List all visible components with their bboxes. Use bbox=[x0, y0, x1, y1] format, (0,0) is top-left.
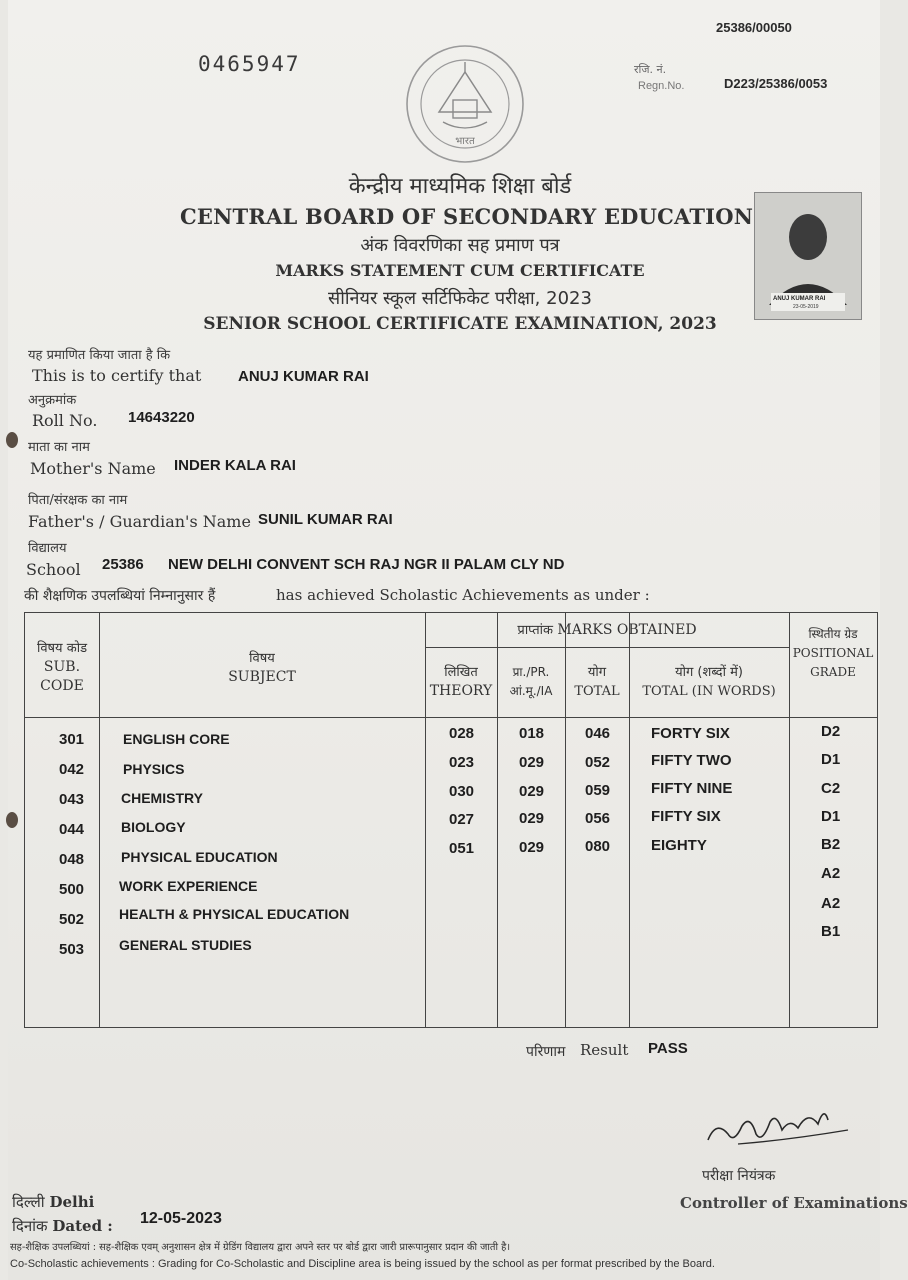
school-name: NEW DELHI CONVENT SCH RAJ NGR II PALAM CLY ND bbox=[168, 556, 565, 573]
controller-signature-icon bbox=[698, 1100, 858, 1160]
photo-date: 23-05-2019 bbox=[793, 304, 819, 310]
school-reference-number: 25386/00050 bbox=[716, 20, 792, 35]
registration-number: D223/25386/0053 bbox=[724, 76, 828, 91]
result-label: Result bbox=[580, 1041, 629, 1059]
punch-hole bbox=[6, 432, 18, 448]
document-title: MARKS STATEMENT CUM CERTIFICATE bbox=[275, 261, 645, 280]
school-label-hindi: विद्यालय bbox=[28, 541, 67, 556]
certify-label-hindi: यह प्रमाणित किया जाता है कि bbox=[28, 348, 171, 363]
header-theory: लिखित THEORY bbox=[429, 665, 493, 699]
marksheet-page bbox=[8, 0, 908, 1280]
certify-label: This is to certify that bbox=[32, 366, 202, 385]
dated-label: दिनांक Dated : bbox=[12, 1217, 113, 1235]
regn-label-hindi: रजि. नं. bbox=[634, 63, 667, 76]
header-total-words: योग (शब्दों में) TOTAL (IN WORDS) bbox=[642, 665, 776, 699]
header-sub-code: विषय कोड SUB. CODE bbox=[36, 641, 88, 694]
board-name-hindi: केन्द्रीय माध्यमिक शिक्षा बोर्ड bbox=[348, 174, 572, 199]
achieved-label-hindi: की शैक्षणिक उपलब्धियां निम्नानुसार हैं bbox=[24, 588, 216, 604]
header-marks-obtained: प्राप्तांक MARKS OBTAINED bbox=[517, 622, 697, 638]
place: दिल्ली Delhi bbox=[12, 1193, 95, 1211]
mother-label-hindi: माता का नाम bbox=[28, 440, 90, 455]
header-subject: विषय SUBJECT bbox=[228, 651, 296, 685]
controller-label-hindi: परीक्षा नियंत्रक bbox=[702, 1168, 776, 1184]
father-name: SUNIL KUMAR RAI bbox=[258, 511, 393, 528]
student-name: ANUJ KUMAR RAI bbox=[238, 368, 369, 385]
punch-hole bbox=[6, 812, 18, 828]
achieved-label: has achieved Scholastic Achievements as under : bbox=[276, 586, 650, 604]
controller-label: Controller of Examinations bbox=[680, 1194, 908, 1212]
roll-label-hindi: अनुक्रमांक bbox=[28, 393, 77, 408]
header-grade: स्थितीय ग्रेड POSITIONAL GRADE bbox=[792, 627, 874, 679]
school-label: School bbox=[26, 560, 81, 579]
photo-caption: ANUJ KUMAR RAI bbox=[773, 296, 826, 302]
serial-number: 0465947 bbox=[198, 52, 301, 76]
result-value: PASS bbox=[648, 1040, 688, 1057]
regn-label: Regn.No. bbox=[638, 80, 685, 92]
exam-title-hindi: सीनियर स्कूल सर्टिफिकेट परीक्षा, 2023 bbox=[328, 288, 592, 309]
seal-text: भारत bbox=[455, 136, 475, 147]
school-code: 25386 bbox=[102, 556, 144, 573]
student-photo bbox=[754, 192, 862, 320]
co-scholastic-note: Co-Scholastic achievements : Grading for Co-Scholastic and Discipline area is being issued by the school as per format prescribed by the Board. bbox=[10, 1258, 715, 1270]
roll-label: Roll No. bbox=[32, 411, 98, 430]
result-label-hindi: परिणाम bbox=[526, 1044, 566, 1060]
issue-date: 12-05-2023 bbox=[140, 1210, 222, 1227]
board-name: CENTRAL BOARD OF SECONDARY EDUCATION bbox=[180, 204, 754, 229]
header-total: योग TOTAL bbox=[574, 665, 620, 699]
father-label: Father's / Guardian's Name bbox=[28, 512, 251, 531]
roll-number: 14643220 bbox=[128, 409, 195, 426]
mother-label: Mother's Name bbox=[30, 459, 156, 478]
mother-name: INDER KALA RAI bbox=[174, 457, 296, 474]
document-title-hindi: अंक विवरणिका सह प्रमाण पत्र bbox=[360, 235, 560, 256]
cbse-emblem-seal bbox=[403, 42, 527, 166]
father-label-hindi: पिता/संरक्षक का नाम bbox=[28, 493, 128, 508]
co-scholastic-note-hindi: सह-शैक्षिक उपलब्धियां : सह-शैक्षिक एवम् अनुशासन क्षेत्र में ग्रेडिंग विद्यालय द्वारा अपने स्तर पर बोर्ड द्वारा जारी प्रारूपानुसार प्रदान की जाती है। bbox=[10, 1242, 511, 1253]
marks-table: विषय कोड SUB. CODE विषय SUBJECT प्राप्तांक MARKS OBTAINED लिखित THEORY प्रा./PR. आं.मू./IA योग TOTAL योग (शब्दों में) TOTAL (IN WORDS) स्थितीय ग्रेड POSITIONAL GRADE 301 ENGLISH CORE 028 018 046 FORTY SIX D2 042 PHYSICS 023 029 052 FIFTY TWO D1 043 CHEMISTRY 030 029 059 FIFTY NINE C2 044 BIOLOGY 027 029 056 FIFTY SIX D1 048 PHYSICAL EDUCATION 051 029 080 EIGHTY B2 500 WORK EXPERIENCE A2 502 HEALTH & PHYSICAL EDUCATION A2 503 GENERAL STUDIES B1 bbox=[24, 612, 878, 1028]
exam-title: SENIOR SCHOOL CERTIFICATE EXAMINATION, 2023 bbox=[203, 314, 717, 334]
header-practical: प्रा./PR. आं.मू./IA bbox=[509, 665, 553, 698]
